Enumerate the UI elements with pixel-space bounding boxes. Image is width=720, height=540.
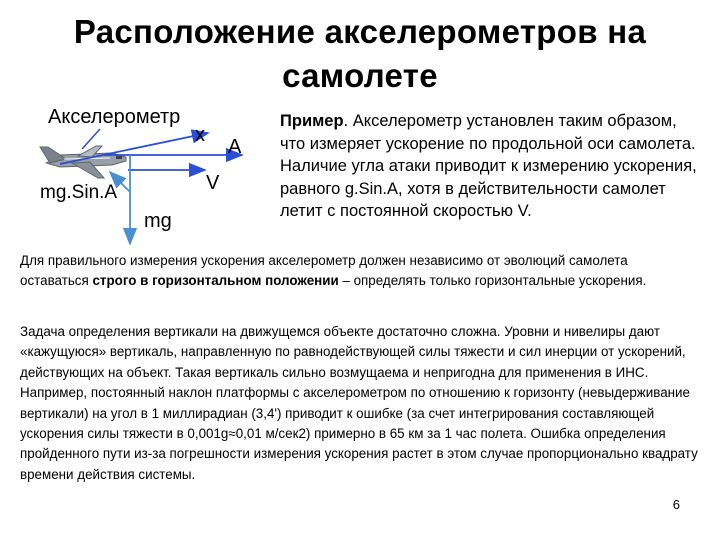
example-body: . Акселерометр установлен таким образом, что измеряет ускорение по продольной оси самолета. Наличие угла атаки приводит к измерению ускорения, равного g.Sin.A, хотя в действительности самолет летит с постоянной скоростью V. xyxy=(280,112,697,220)
accelerometer-diagram xyxy=(0,100,280,260)
slide-title: Расположение акселерометров на самолете xyxy=(73,13,647,94)
mg-label: mg xyxy=(144,210,172,232)
paragraph-horizontal-part1: Для правильного измерения ускорения акселерометр должен независимо от эволюций самолета оставаться xyxy=(20,253,628,289)
paragraph-horizontal-bold: строго в горизонтальном положении xyxy=(92,273,339,289)
example-text xyxy=(280,110,700,223)
x-label: x xyxy=(195,124,205,146)
paragraph-horizontal xyxy=(20,251,700,292)
mgsina-label: mg.Sin.A xyxy=(40,182,118,203)
a-label: A xyxy=(228,136,242,158)
paragraph-horizontal-part2: – определять только горизонтальные ускорения. xyxy=(338,273,647,289)
v-label: V xyxy=(206,172,220,194)
example-lead: Пример xyxy=(280,112,344,130)
paragraph-vertical: Задача определения вертикали на движущемся объекте достаточно сложна. Уровни и нивелиры дают «кажущуюся» вертикаль, направленную по равнодействующей силы тяжести и сил инерции от ускорений, действующих на объект. Такая вертикаль сильно возмущаема и непригодна для применения в ИНС. Например, постоянный наклон платформы с акселерометром по отношению к горизонту (невыдерживание вертикали) на угол в 1 миллирадиан (3,4') приводит к ошибке (за счет интегрирования составляющей ускорения силы тяжести в 0,001g≈0,01 м/сек2) примерно в 65 км за 1 час полета. Ошибка определения пройденного пути из-за погрешности измерения ускорения растет в этом случае пропорционально квадрату времени действия системы. xyxy=(20,324,698,482)
accelerometer-label: Акселерометр xyxy=(48,106,181,128)
page-number: 6 xyxy=(672,497,680,512)
airplane-icon xyxy=(40,146,126,178)
